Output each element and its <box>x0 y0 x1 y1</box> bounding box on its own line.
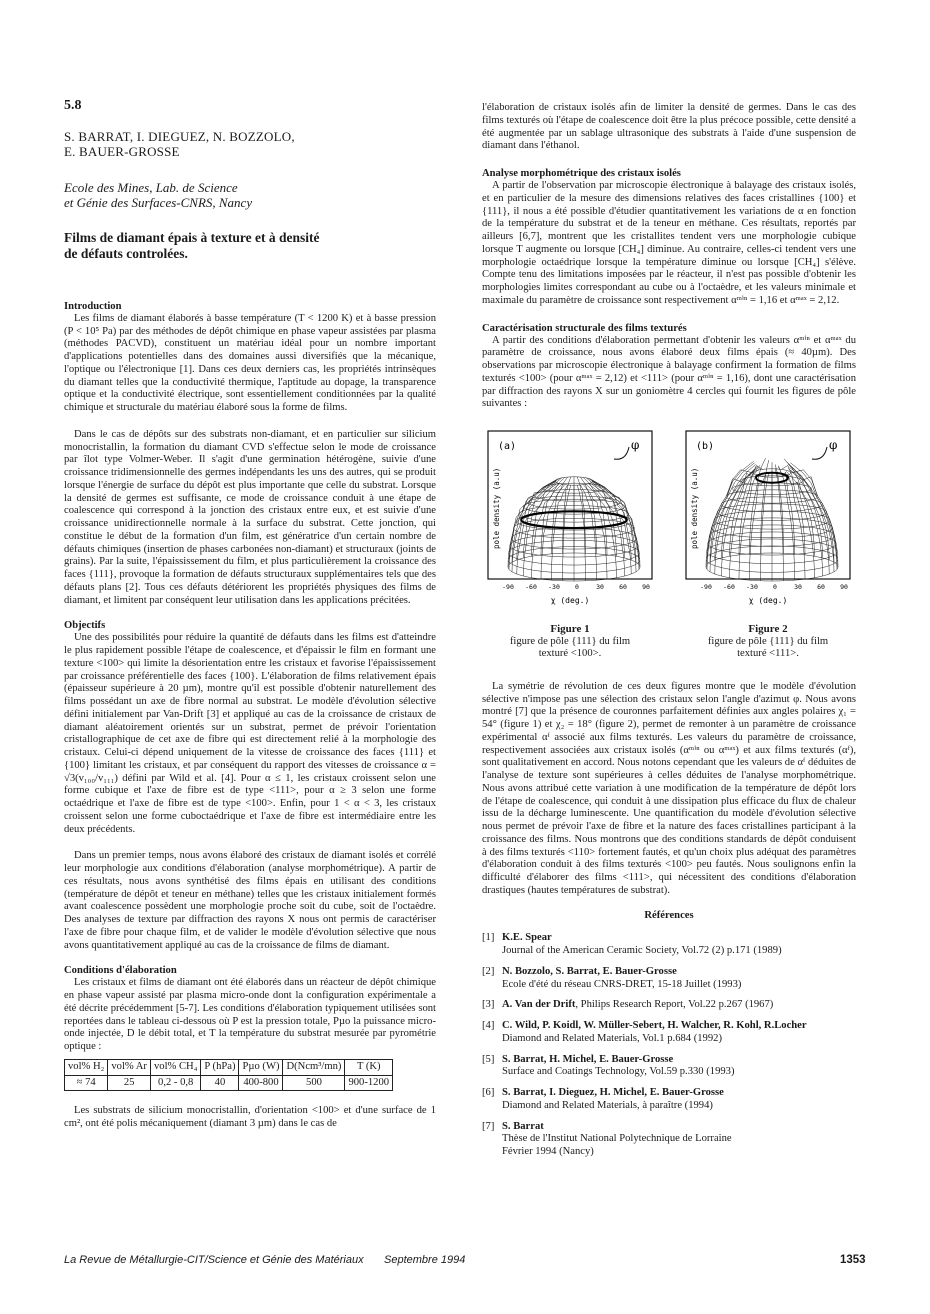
figure-1 <box>486 429 654 661</box>
figure-caption-line: texturé <111>. <box>737 648 799 660</box>
x-tick-label: 90 <box>642 583 650 591</box>
table-header-cell: D(Ncm³/mn) <box>283 1059 345 1075</box>
y-axis-label: pole density (a.u) <box>492 467 501 549</box>
figure-caption-title: Figure 2 <box>748 623 788 635</box>
figure-caption-line: figure de pôle {111} du film <box>707 635 829 647</box>
x-tick-label: 90 <box>840 583 848 591</box>
reference-text: Surface and Coatings Technology, Vol.59 p.330 (1993) <box>502 1066 735 1078</box>
pole-figure-plot <box>486 429 654 619</box>
reference-item <box>482 1087 856 1113</box>
intro-paragraph: Les films de diamant élaborés à basse température (T < 1200 K) et à basse pression (P < 10⁵ Pa) par des méthodes de dépôt chimique en phase vapeur assistées par plasma (méthodes PACVD), constituent un matériau idéal pour un nombre important d'applications potentielles dans des domaines aussi diversifiés que la mécanique, l'optique ou l'électronique [1]. Dans ces deux derniers cas, les propriétés intrinsèques du diamant telles que la conductivité thermique, l'aptitude au dopage, la transparence optique et la conductivité électrique, sont essentiellement conditionnées par la qualité chimique et structurale du matériau élaboré sous la forme de films. <box>64 312 436 413</box>
footer-date: Septembre 1994 <box>384 1254 466 1266</box>
figures-row <box>482 429 856 661</box>
reference-number: [7] <box>482 1120 495 1132</box>
figure-caption-line: figure de pôle {111} du film <box>509 635 631 647</box>
table-cell: 400-800 <box>239 1075 283 1091</box>
x-tick-label: 60 <box>817 583 825 591</box>
table-cell: 900-1200 <box>345 1075 393 1091</box>
reference-number: [2] <box>482 965 495 977</box>
struct-heading: Caractérisation structurale des films texturés <box>482 322 687 334</box>
x-axis-label: χ (deg.) <box>748 596 788 605</box>
references-heading: Références <box>644 909 694 921</box>
page-number: 1353 <box>840 1254 866 1266</box>
morph-paragraph: A partir de l'observation par microscopie électronique à balayage des cristaux isolés, et en particulier de la mesure des dimensions relatives des faces cristallines {100} et {111}, il nous a été possible d'étudier quantitativement les variations de α en fonction de la température du substrat et de la teneur en méthane. Ces résultats, reportés par ailleurs [6,7], montrent que les cristallites tendent vers une morphologie cubique lorsque T augmente ou lorsque [CH₄] diminue. Au contraire, celles-ci tendent vers une morphologie octaédrique lorsque la température diminue ou lorsque [CH₄] s'élève. Compte tenu des limitations imposées par le réacteur, il n'est pas possible d'obtenir les morphologies limites correspondant au cube ou à l'octaèdre, et les valeurs minimale et maximale du paramètre de croissance sont respectivement αᵐⁱⁿ = 1,16 et αᵐᵃˣ = 2,12. <box>482 180 856 306</box>
figure-2 <box>684 429 852 661</box>
table-cell: 0,2 - 0,8 <box>150 1075 200 1091</box>
phi-label: φ <box>829 438 838 452</box>
authors-line: E. BAUER-GROSSE <box>64 143 180 159</box>
discussion-paragraph: La symétrie de révolution de ces deux figures montre que le modèle d'évolution sélective n'impose pas une sélection des cristaux selon l'angle d'azimut φ. Nous avons montré [7] que la présence de couronnes parfaitement définies aux angles polaires χ₁ = 54° (figure 1) et χ₂ = 18° (figure 2), permet de remonter à un paramètre de croissance expérimental αᶠ associé aux films texturés. Les valeurs du paramètre de croissance, respectivement associées aux cristaux isolés (αᵐⁱⁿ ou αᵐᵃˣ) et aux films texturés (αᶠ), sont qualitativement en accord. Nous notons cependant que les valeurs de αᶠ déduites de l'analyse de texture sont supérieures à celles déduites de l'analyse morphométrique. Nous avons attribué cette variation à une modification de la température de dépôt lors de l'étape de coalescence, qui conduit à une dissipation plus efficace du flux de chaleur issu de la décharge luminescente. Une quantification du modèle d'évolution sélective nous permet de prévoir l'axe de fibre et la nature des faces cristallines participant à la croissance des films. Nous montrons que des conditions standards de dépôt conduisent à des films texturés <110> fortement fautés, et qu'un choix plus adéquat des paramètres d'élaboration conduit à des films texturés <100> peu fautés. Nous soulignons enfin la difficulté d'élaborer des films <111>, qui nécessitent des conditions d'élaboration drastiques (hautes températures de substrat). <box>482 680 856 896</box>
right-column <box>482 102 856 1167</box>
table-header-cell: Pµo (W) <box>239 1059 283 1075</box>
figure-caption-line: texturé <100>. <box>538 648 602 660</box>
authors-line: S. BARRAT, I. DIEGUEZ, N. BOZZOLO, <box>64 128 295 144</box>
table-header-cell: vol% CH₄ <box>150 1059 200 1075</box>
reference-text: Février 1994 (Nancy) <box>502 1146 594 1157</box>
table-cell: 25 <box>108 1075 151 1091</box>
reference-authors: C. Wild, P. Koidl, W. Müller-Sebert, H. Walcher, R. Kohl, R.Locher <box>502 1020 807 1031</box>
panel-label: (b) <box>696 441 715 452</box>
morph-heading: Analyse morphométrique des cristaux isolés <box>482 168 681 179</box>
intro-heading: Introduction <box>64 300 122 312</box>
x-tick-label: 30 <box>596 583 604 591</box>
x-tick-label: -30 <box>746 583 758 591</box>
panel-label: (a) <box>498 441 517 452</box>
y-axis-label: pole density (a.u) <box>690 467 699 549</box>
reference-text: Thèse de l'Institut National Polytechnique de Lorraine <box>502 1133 732 1145</box>
reference-authors: N. Bozzolo, S. Barrat, E. Bauer-Grosse <box>502 965 677 977</box>
phi-label: φ <box>631 438 640 452</box>
table-header-row <box>65 1059 393 1075</box>
affiliation <box>64 180 436 210</box>
conditions-paragraph: Les substrats de silicium monocristallin, d'orientation <100> et d'une surface de 1 cm², ont été polis mécaniquement (diamant 3 µm) dans le cas de <box>64 1105 436 1129</box>
authors <box>64 129 436 159</box>
table-cell: ≈ 74 <box>65 1075 108 1091</box>
table-header-cell: T (K) <box>345 1059 393 1075</box>
table-header-cell: P (hPa) <box>201 1059 239 1075</box>
table-header-cell: vol% H₂ <box>65 1059 108 1075</box>
affiliation-line: Ecole des Mines, Lab. de Science <box>64 179 238 195</box>
conditions-table <box>64 1059 393 1092</box>
pole-figure-plot <box>684 429 852 619</box>
reference-item <box>482 1121 856 1159</box>
reference-authors: S. Barrat <box>502 1120 544 1132</box>
conditions-paragraph: Les cristaux et films de diamant ont été élaborés dans un réacteur de dépôt chimique en phase vapeur assisté par plasma micro-onde dont la configuration expérimentale a été décrite précédemment [5-7]. Les conditions d'élaboration typiquement utilisées sont reportées dans le tableau ci-dessous où P est la pression totale, Pµo la puissance micro-onde injectée, D le débit total, et T la température du substrat mesurée par pyrométrie optique : <box>64 977 436 1052</box>
reference-text: Ecole d'été du réseau CNRS-DRET, 15-18 Juillet (1993) <box>502 978 742 990</box>
x-tick-label: -60 <box>723 583 735 591</box>
figure-caption-title: Figure 1 <box>550 623 590 635</box>
x-tick-label: 30 <box>794 583 802 591</box>
objectifs-paragraph: Une des possibilités pour réduire la quantité de défauts dans les films est d'atteindre le plus rapidement possible l'étape de coalescence, et d'épaissir le film en formant une texture <100> qui limite la désorientation entre les cristaux et favorise l'épaississement par croissance préférentielle des faces {100}. L'élaboration de films relativement épais (épaisseur supérieure à 20 µm), montre qu'il est possible d'obtenir naturellement des films possédant un axe de fibre normal au substrat. Le modèle d'évolution sélective défini initialement par Van-Drift [3] et appliqué au cas de la croissance de cristaux de diamant aléatoirement orientés sur un substrat, permet de prévoir l'orientation cristallographique de cet axe de fibre qui est directement relié à la morphologie des cristaux. Celui-ci dépend uniquement de la vitesse de croissance des faces {111} et {100} limitant les cristaux, et par conséquent du rapport des vitesses de croissance α = √3(v₁₀₀/v₁₁₁) défini par Wild et al. [4]. Pour α ≤ 1, les cristaux croissent selon une forme cubique et l'axe de fibre est de type <111>, pour α ≥ 3 selon une forme octaédrique et l'axe de fibre est de type <100>. Enfin, pour 1 < α < 3, les cristaux croissent selon une forme cuboctaédrique et l'axe de fibre est intermédiaire entre les deux précédents. <box>64 632 436 835</box>
x-tick-label: -30 <box>548 583 560 591</box>
reference-authors: A. Van der Drift <box>502 999 576 1011</box>
table-cell: 40 <box>201 1075 239 1091</box>
x-tick-label: 60 <box>619 583 627 591</box>
continued-paragraph: l'élaboration de cristaux isolés afin de limiter la densité de germes. Dans le cas des films texturés où l'étape de coalescence doit être la plus précoce possible, cette densité a été augmentée par un sablage ultrasonique des substrats à l'aide d'une suspension de diamant dans l'éthanol. <box>482 102 856 152</box>
reference-text: Diamond and Related Materials, à paraître (1994) <box>502 1099 713 1111</box>
reference-number: [3] <box>482 999 495 1011</box>
reference-item <box>482 966 856 992</box>
footer-journal: La Revue de Métallurgie-CIT/Science et Génie des Matériaux <box>64 1254 364 1266</box>
reference-item <box>482 1020 856 1046</box>
reference-item <box>482 999 856 1012</box>
table-header-cell: vol% Ar <box>108 1059 151 1075</box>
reference-authors: S. Barrat, I. Dieguez, H. Michel, E. Bauer-Grosse <box>502 1087 724 1098</box>
x-tick-label: -60 <box>525 583 537 591</box>
reference-text: Diamond and Related Materials, Vol.1 p.684 (1992) <box>502 1032 722 1044</box>
reference-number: [1] <box>482 932 495 944</box>
reference-authors: K.E. Spear <box>502 932 552 944</box>
paper-title <box>64 230 436 262</box>
struct-paragraph: A partir des conditions d'élaboration permettant d'obtenir les valeurs αᵐⁱⁿ et αᵐᵃˣ du paramètre de croissance, nous avons élaboré deux films épais (≈ 40µm). Des observations par microscopie électronique à balayage confirment la formation de films texturés <100> (pour αᵐᵃˣ = 2,12) et <111> (pour αᵐⁱⁿ = 1,16), dont une caractérisation par diffraction des rayons X sur un goniomètre 4 cercles qui fournit les figures de pôle suivantes : <box>482 334 856 410</box>
reference-number: [4] <box>482 1020 495 1031</box>
x-tick-label: -90 <box>700 583 712 591</box>
x-axis-label: χ (deg.) <box>550 596 590 605</box>
x-tick-label: 0 <box>575 583 579 591</box>
reference-text: , Philips Research Report, Vol.22 p.267 (1967) <box>575 999 774 1011</box>
intro-paragraph: Dans le cas de dépôts sur des substrats non-diamant, et en particulier sur silicium monocristallin, la formation du diamant CVD s'effectue selon le mode de croissance par îlot type Volmer-Weber. Il s'agit d'une germination hétérogène, suivie d'une croissance tridimensionnelle des germes indépendants les uns des autres, qui se produit lorsque l'énergie de surface du dépôt est plus importante que celle du substrat. Lorsque la densité de germes est suffisante, ce mode de croissance conduit à une étape de coalescence qui correspond à la jonction des cristaux entre eux, et est suivie d'une croissance unidirectionnelle normale à la surface du substrat. Cette jonction, qui constitue le début de la formation d'un film, est génératrice d'un certain nombre de défauts chimiques (insertion de phases carbonées non-diamant) et structuraux (joints de grains). Par la suite, l'épaississement du film, et plus particulièrement la croissance des faces {111}, provoque la formation de défauts structuraux supplémentaires tels que des défauts plans [2]. Tous ces défauts détériorent les propriétés physiques des films de diamant, et limitent par conséquent leur utilisation dans les applications précitées. <box>64 428 436 606</box>
table-cell: 500 <box>283 1075 345 1091</box>
table-row <box>65 1075 393 1091</box>
reference-number: [5] <box>482 1053 495 1065</box>
title-line: de défauts controlées. <box>64 245 188 261</box>
reference-number: [6] <box>482 1087 495 1098</box>
section-number: 5.8 <box>64 98 82 113</box>
reference-authors: S. Barrat, H. Michel, E. Bauer-Grosse <box>502 1053 674 1065</box>
title-line: Films de diamant épais à texture et à densité <box>64 229 320 245</box>
x-tick-label: -90 <box>502 583 514 591</box>
objectifs-paragraph: Dans un premier temps, nous avons élaboré des cristaux de diamant isolés et corrélé leur morphologie aux conditions d'élaboration (analyse morphométrique). A partir de ces résultats, nous avons synthétisé des films épais en utilisant des conditions (température de dépôt et teneur en méthane) telles que les cristaux initialement formés avant coalescence possèdent une morphologie proche soit du cube, soit de l'octaèdre. Des analyses de texture par diffraction des rayons X nous ont permis de caractériser l'axe de fibre pour chaque film, et de valider le modèle d'évolution sélective que nous avons quantitativement appliqué au cas de la croissance de films de diamant. <box>64 850 436 951</box>
conditions-heading: Conditions d'élaboration <box>64 965 177 977</box>
references-list <box>482 932 856 1159</box>
reference-text: Journal of the American Ceramic Society, Vol.72 (2) p.171 (1989) <box>502 945 782 956</box>
reference-item <box>482 1054 856 1080</box>
affiliation-line: et Génie des Surfaces-CNRS, Nancy <box>64 194 253 210</box>
x-tick-label: 0 <box>773 583 777 591</box>
left-column <box>64 100 436 1131</box>
reference-item <box>482 932 856 958</box>
objectifs-heading: Objectifs <box>64 620 106 632</box>
